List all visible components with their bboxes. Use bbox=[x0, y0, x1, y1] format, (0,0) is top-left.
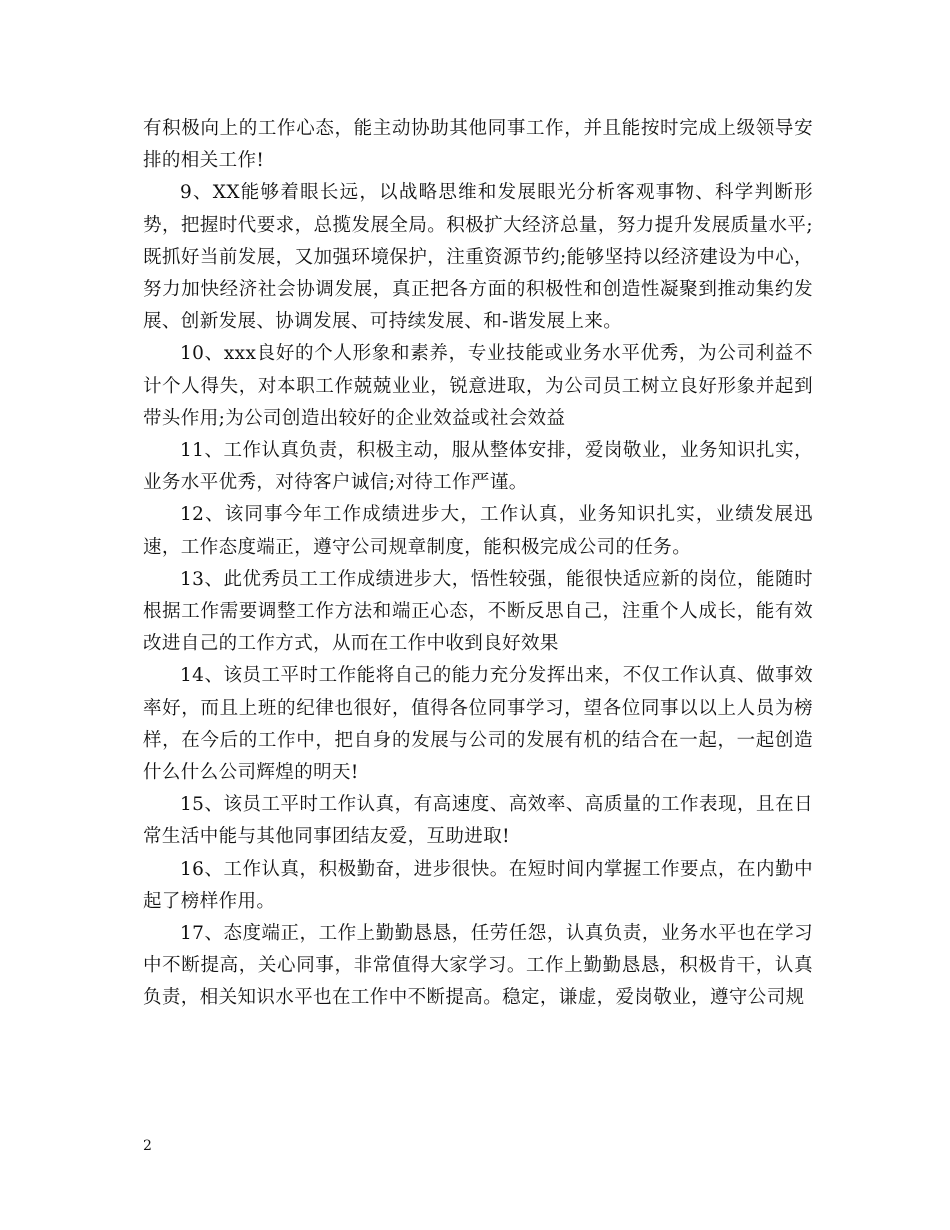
page-number: 2 bbox=[143, 1138, 152, 1154]
paragraph-item-15: 15、该员工平时工作认真，有高速度、高效率、高质量的工作表现，且在日常生活中能与其他同事团结友爱，互助进取! bbox=[143, 794, 813, 848]
paragraph-item-17: 17、态度端正，工作上勤勤恳恳，任劳任怨，认真负责，业务水平也在学习中不断提高，关心同事，非常值得大家学习。工作上勤勤恳恳，积极肯干，认真负责，相关知识水平也在工作中不断提高。稳定，谦虚，爱岗敬业，遵守公司规 bbox=[143, 923, 813, 1009]
paragraph-item-16: 16、工作认真，积极勤奋，进步很快。在短时间内掌握工作要点，在内勤中起了榜样作用。 bbox=[143, 858, 813, 912]
paragraph-continuation: 有积极向上的工作心态，能主动协助其他同事工作，并且能按时完成上级领导安排的相关工作! bbox=[143, 118, 813, 172]
paragraph-item-10: 10、xxx良好的个人形象和素养，专业技能或业务水平优秀，为公司利益不计个人得失，对本职工作兢兢业业，锐意进取，为公司员工树立良好形象并起到带头作用;为公司创造出较好的企业效益或社会效益 bbox=[143, 343, 813, 429]
paragraph-item-14: 14、该员工平时工作能将自己的能力充分发挥出来，不仅工作认真、做事效率好，而且上班的纪律也很好，值得各位同事学习，望各位同事以以上人员为榜样，在今后的工作中，把自身的发展与公司的发展有机的结合在一起，一起创造什么什么公司辉煌的明天! bbox=[143, 665, 813, 784]
paragraph-item-11: 11、工作认真负责，积极主动，服从整体安排，爱岗敬业，业务知识扎实，业务水平优秀，对待客户诚信;对待工作严谨。 bbox=[143, 440, 813, 494]
paragraph-item-13: 13、此优秀员工工作成绩进步大，悟性较强，能很快适应新的岗位，能随时根据工作需要调整工作方法和端正心态，不断反思自己，注重个人成长，能有效改进自己的工作方式，从而在工作中收到良好效果 bbox=[143, 568, 813, 655]
paragraph-item-9: 9、XX能够着眼长远，以战略思维和发展眼光分析客观事物、科学判断形势，把握时代要求，总揽发展全局。积极扩大经济总量，努力提升发展质量水平;既抓好当前发展，又加强环境保护，注重资源节约;能够坚持以经济建设为中心，努力加快经济社会协调发展，真正把各方面的积极性和创造性凝聚到推动集约发展、创新发展、协调发展、可持续发展、和-谐发展上来。 bbox=[143, 182, 813, 333]
paragraph-item-12: 12、该同事今年工作成绩进步大，工作认真，业务知识扎实，业绩发展迅速，工作态度端正，遵守公司规章制度，能积极完成公司的任务。 bbox=[143, 504, 813, 558]
body-text bbox=[143, 113, 813, 1015]
